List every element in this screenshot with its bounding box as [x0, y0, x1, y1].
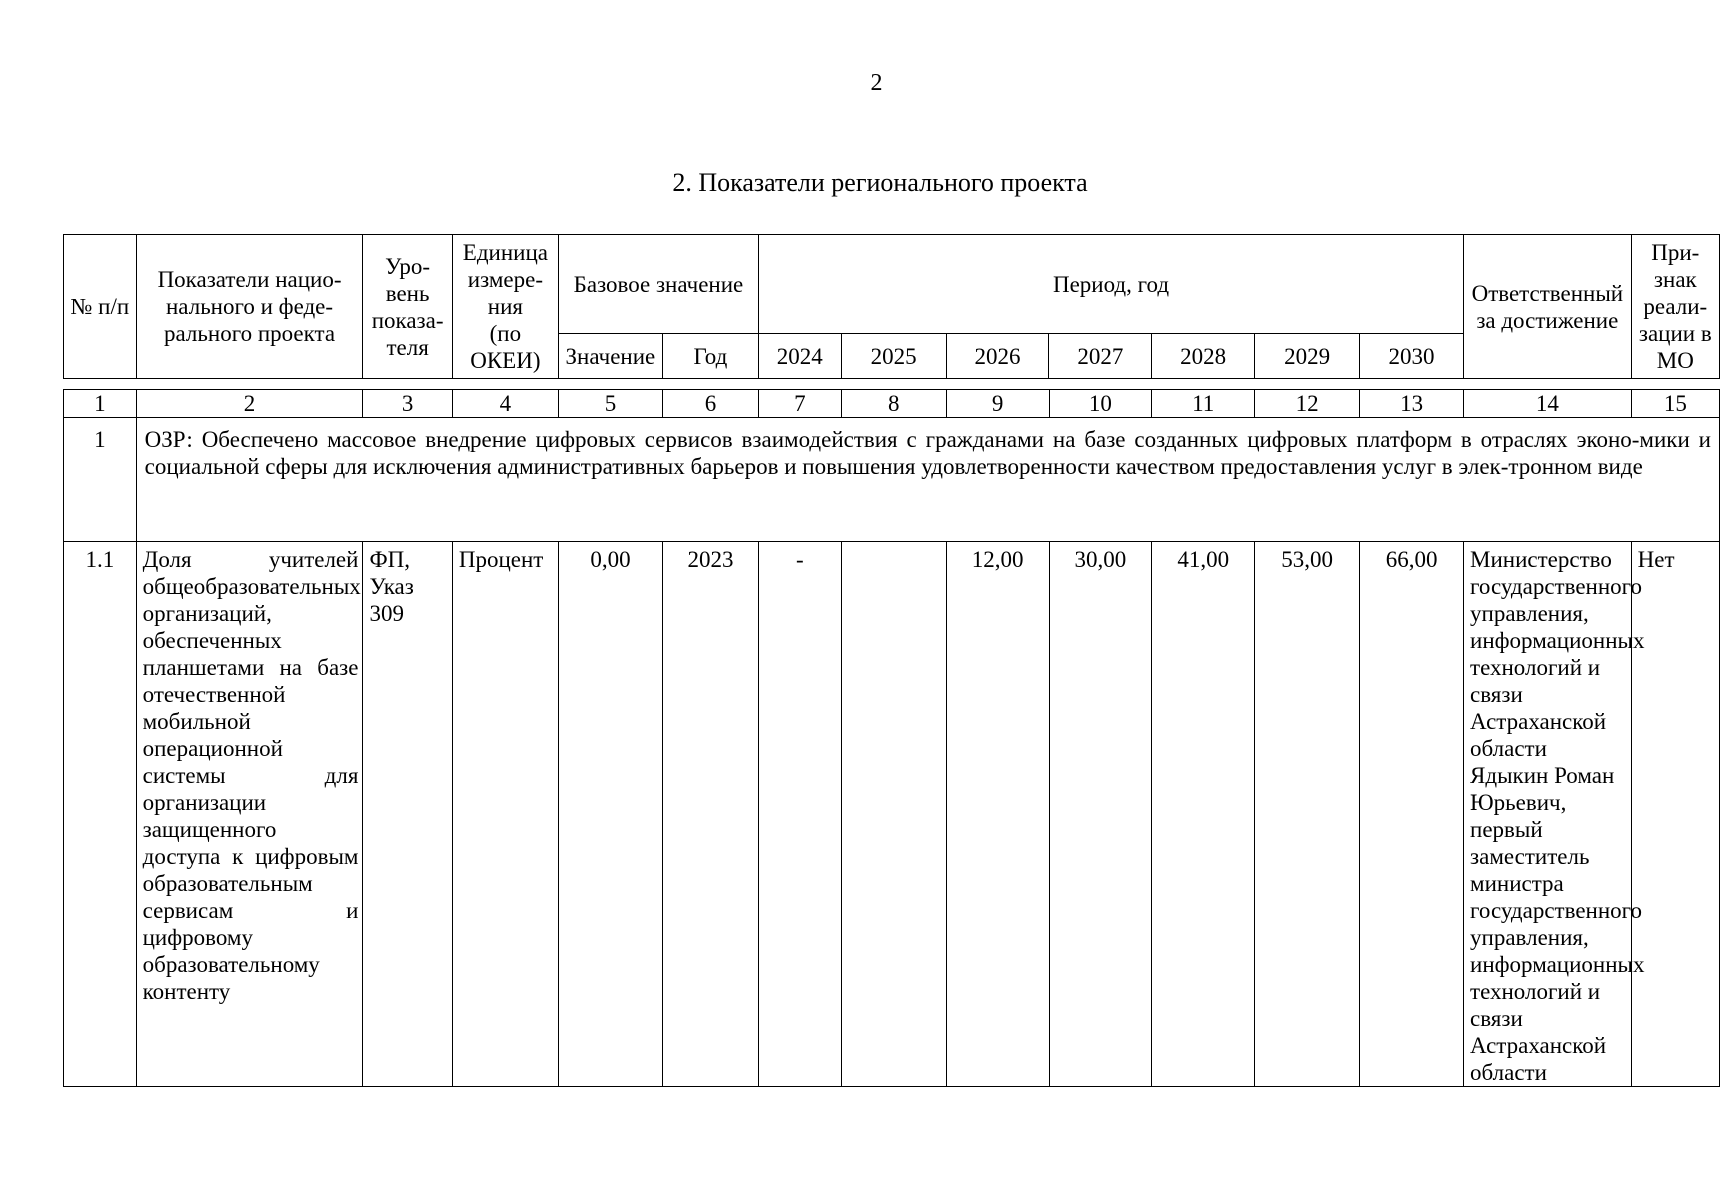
row-mo-sign: Нет — [1631, 542, 1719, 1087]
row-value-2025 — [841, 542, 946, 1087]
page-number: 2 — [870, 70, 883, 96]
header-year: 2028 — [1152, 334, 1255, 379]
row-base-year: 2023 — [662, 542, 758, 1087]
goal-row — [64, 418, 1720, 542]
header-year: 2024 — [758, 334, 841, 379]
table-row — [64, 542, 1720, 1087]
column-number: 4 — [452, 390, 558, 418]
header-period: Период, год — [758, 235, 1463, 334]
header-base-value-year: Год — [662, 334, 758, 379]
row-index: 1.1 — [64, 542, 137, 1087]
header-year: 2026 — [946, 334, 1049, 379]
column-number: 6 — [662, 390, 758, 418]
page-title: 2. Показатели регионального проекта — [672, 168, 1088, 197]
row-value-2028: 41,00 — [1152, 542, 1255, 1087]
header-number: № п/п — [64, 235, 137, 379]
column-number: 13 — [1360, 390, 1464, 418]
column-numbers-row — [64, 390, 1720, 418]
header-year: 2025 — [841, 334, 946, 379]
column-number: 8 — [841, 390, 946, 418]
header-year: 2029 — [1255, 334, 1360, 379]
column-number: 10 — [1049, 390, 1152, 418]
column-number: 15 — [1631, 390, 1719, 418]
goal-text: ОЗР: Обеспечено массовое внедрение цифровых сервисов взаимодействия с гражданами на базе созданных цифровых платформ в отраслях эконо-мики и социальной сферы для исключения административных барьеров и повышения удовлетворенности качеством предоставления услуг в элек-тронном виде — [136, 418, 1719, 542]
header-level: Уро- вень показа- теля — [363, 235, 452, 379]
row-value-2029: 53,00 — [1255, 542, 1360, 1087]
column-number: 1 — [64, 390, 137, 418]
header-responsible: Ответственный за достижение — [1464, 235, 1632, 379]
header-base-value-value: Значение — [558, 334, 662, 379]
column-number: 12 — [1255, 390, 1360, 418]
row-value-2030: 66,00 — [1360, 542, 1464, 1087]
header-indicators: Показатели нацио- нального и феде- рального проекта — [136, 235, 363, 379]
column-number: 11 — [1152, 390, 1255, 418]
header-mo-sign: При- знак реали- зации в МО — [1631, 235, 1719, 379]
table-header — [63, 234, 1720, 379]
column-number: 9 — [946, 390, 1049, 418]
header-base-value: Базовое значение — [558, 235, 758, 334]
header-year: 2030 — [1360, 334, 1464, 379]
row-value-2027: 30,00 — [1049, 542, 1152, 1087]
row-responsible: Министерство государственного управления, информационных технологий и связи Астраханской области Ядыкин Роман Юрьевич, первый заместитель министра государственного управления, информационных технологий и связи Астраханской области — [1464, 542, 1632, 1087]
column-number: 3 — [363, 390, 452, 418]
column-number: 7 — [758, 390, 841, 418]
row-value-2026: 12,00 — [946, 542, 1049, 1087]
row-base-value: 0,00 — [558, 542, 662, 1087]
row-level: ФП, Указ 309 — [363, 542, 452, 1087]
goal-index: 1 — [64, 418, 137, 542]
row-unit: Процент — [452, 542, 558, 1087]
table-body — [63, 389, 1720, 1087]
row-value-2024: - — [758, 542, 841, 1087]
column-number: 2 — [136, 390, 363, 418]
column-number: 14 — [1464, 390, 1632, 418]
header-year: 2027 — [1049, 334, 1152, 379]
column-number: 5 — [558, 390, 662, 418]
header-unit: Единица измере- ния (по ОКЕИ) — [452, 235, 558, 379]
row-indicator: Доля учителей общеобразовательных организаций, обеспеченных планшетами на базе отечественной мобильной операционной системы для организации защищенного доступа к цифровым образовательным сервисам и цифровому образовательному контенту — [136, 542, 363, 1087]
